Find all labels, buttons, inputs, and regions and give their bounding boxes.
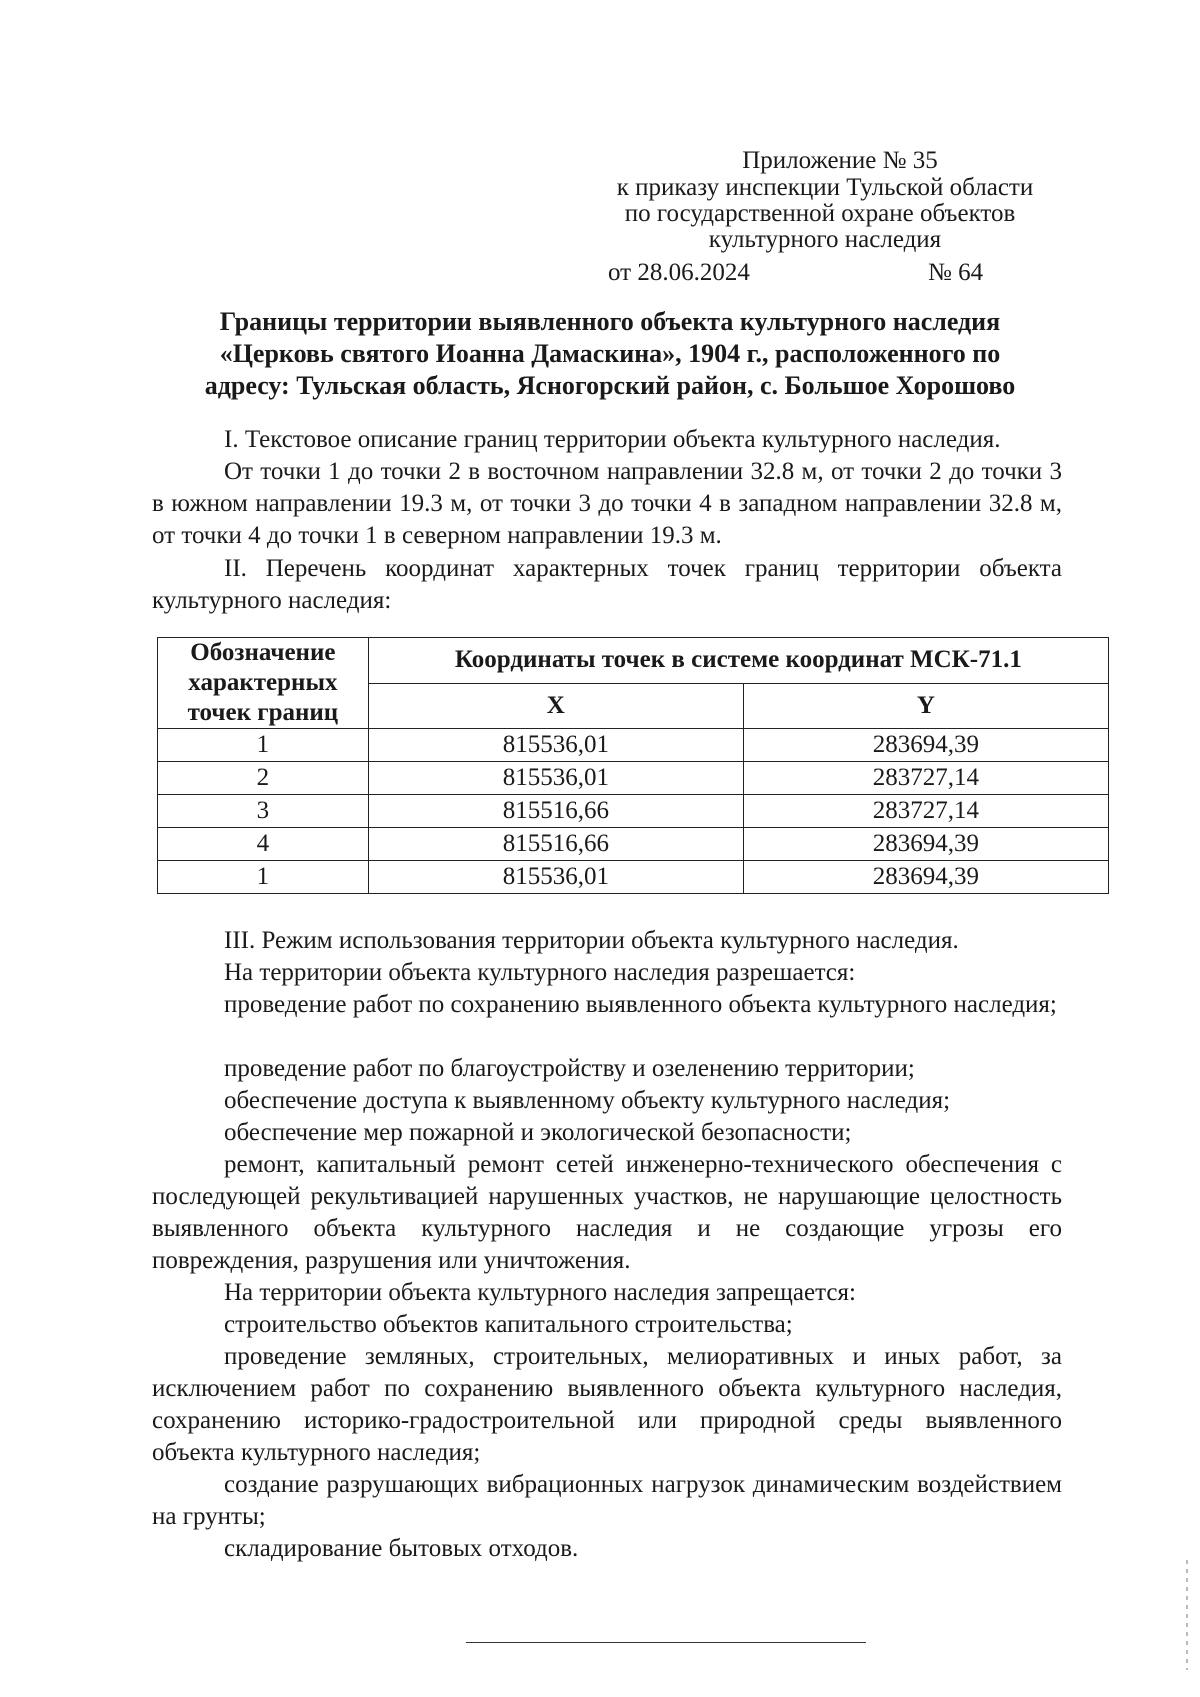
- table-row: [158, 861, 1109, 894]
- header-point: Обозначение характерных точек границ: [158, 638, 369, 729]
- order-number: № 64: [928, 259, 984, 286]
- forbidden-item: строительство объектов капитального строительства;: [224, 1311, 793, 1338]
- allowed-item: ремонт, капитальный ремонт сетей инженерно-технического обеспечения с последующей рекультивацией нарушенных участков, не нарушающие целостность выявленного объекта культурного наследия и не создающие угрозы его повреждения, разрушения или уничтожения.: [152, 1151, 1062, 1274]
- title-line: адресу: Тульская область, Ясногорский район, с. Большое Хорошово: [204, 371, 1016, 400]
- scan-edge-mark: [1186, 1560, 1188, 1670]
- section2-heading: II. Перечень координат характерных точек границ территории объекта культурного наследия:: [152, 555, 1062, 614]
- coordinates-table: [157, 637, 1109, 894]
- point-cell: 1: [158, 861, 369, 894]
- forbidden-item: создание разрушающих вибрационных нагрузок динамическим воздействием на грунты;: [152, 1471, 1062, 1530]
- x-cell: 815536,01: [368, 729, 743, 762]
- allowed-item: обеспечение доступа к выявленному объекту культурного наследия;: [224, 1087, 951, 1114]
- appendix-reference: к приказу инспекции Тульской области: [616, 174, 1034, 201]
- title-line: «Церковь святого Иоанна Дамаскина», 1904 г., расположенного по: [219, 339, 1001, 368]
- appendix-number: Приложение № 35: [742, 147, 938, 174]
- title-line: Границы территории выявленного объекта культурного наследия: [219, 307, 1001, 336]
- allowed-intro: На территории объекта культурного наследия разрешается:: [224, 959, 856, 986]
- document-title: [150, 306, 1070, 402]
- x-cell: 815536,01: [368, 762, 743, 795]
- forbidden-intro: На территории объекта культурного наследия запрещается:: [224, 1279, 856, 1306]
- table-row: [158, 828, 1109, 861]
- header-y: Y: [743, 683, 1108, 729]
- point-cell: 3: [158, 795, 369, 828]
- order-date: от 28.06.2024: [608, 259, 750, 286]
- table-row: [158, 729, 1109, 762]
- y-cell: 283694,39: [743, 729, 1108, 762]
- table-row: [158, 762, 1109, 795]
- y-cell: 283694,39: [743, 828, 1108, 861]
- forbidden-item: складирование бытовых отходов.: [224, 1535, 579, 1562]
- x-cell: 815516,66: [368, 795, 743, 828]
- y-cell: 283694,39: [743, 861, 1108, 894]
- appendix-authority: по государственной охране объектов: [624, 200, 1016, 227]
- table-row: [158, 795, 1109, 828]
- section1-text: От точки 1 до точки 2 в восточном направлении 32.8 м, от точки 2 до точки 3 в южном направлении 19.3 м, от точки 3 до точки 4 в западном направлении 32.8 м, от точки 4 до точки 1 в северном направлении 19.3 м.: [152, 458, 1062, 549]
- allowed-item: проведение работ по сохранению выявленного объекта культурного наследия;: [224, 991, 1057, 1018]
- y-cell: 283727,14: [743, 762, 1108, 795]
- x-cell: 815536,01: [368, 861, 743, 894]
- header-coordinate-system: Координаты точек в системе координат МСК-71.1: [368, 638, 1108, 684]
- point-cell: 4: [158, 828, 369, 861]
- point-cell: 2: [158, 762, 369, 795]
- point-cell: 1: [158, 729, 369, 762]
- closing-rule: [466, 1642, 866, 1643]
- appendix-authority-end: культурного наследия: [708, 226, 942, 253]
- section3-heading: III. Режим использования территории объекта культурного наследия.: [224, 927, 959, 954]
- header-x: X: [368, 683, 743, 729]
- section1-heading: I. Текстовое описание границ территории объекта культурного наследия.: [224, 426, 1001, 453]
- allowed-item: проведение работ по благоустройству и озеленению территории;: [224, 1055, 915, 1082]
- allowed-item: обеспечение мер пожарной и экологической безопасности;: [224, 1119, 852, 1146]
- x-cell: 815516,66: [368, 828, 743, 861]
- forbidden-item: проведение земляных, строительных, мелиоративных и иных работ, за исключением работ по сохранению выявленного объекта культурного наследия, сохранению историко-градостроительной или природной среды выявленного объекта культурного наследия;: [152, 1343, 1062, 1466]
- y-cell: 283727,14: [743, 795, 1108, 828]
